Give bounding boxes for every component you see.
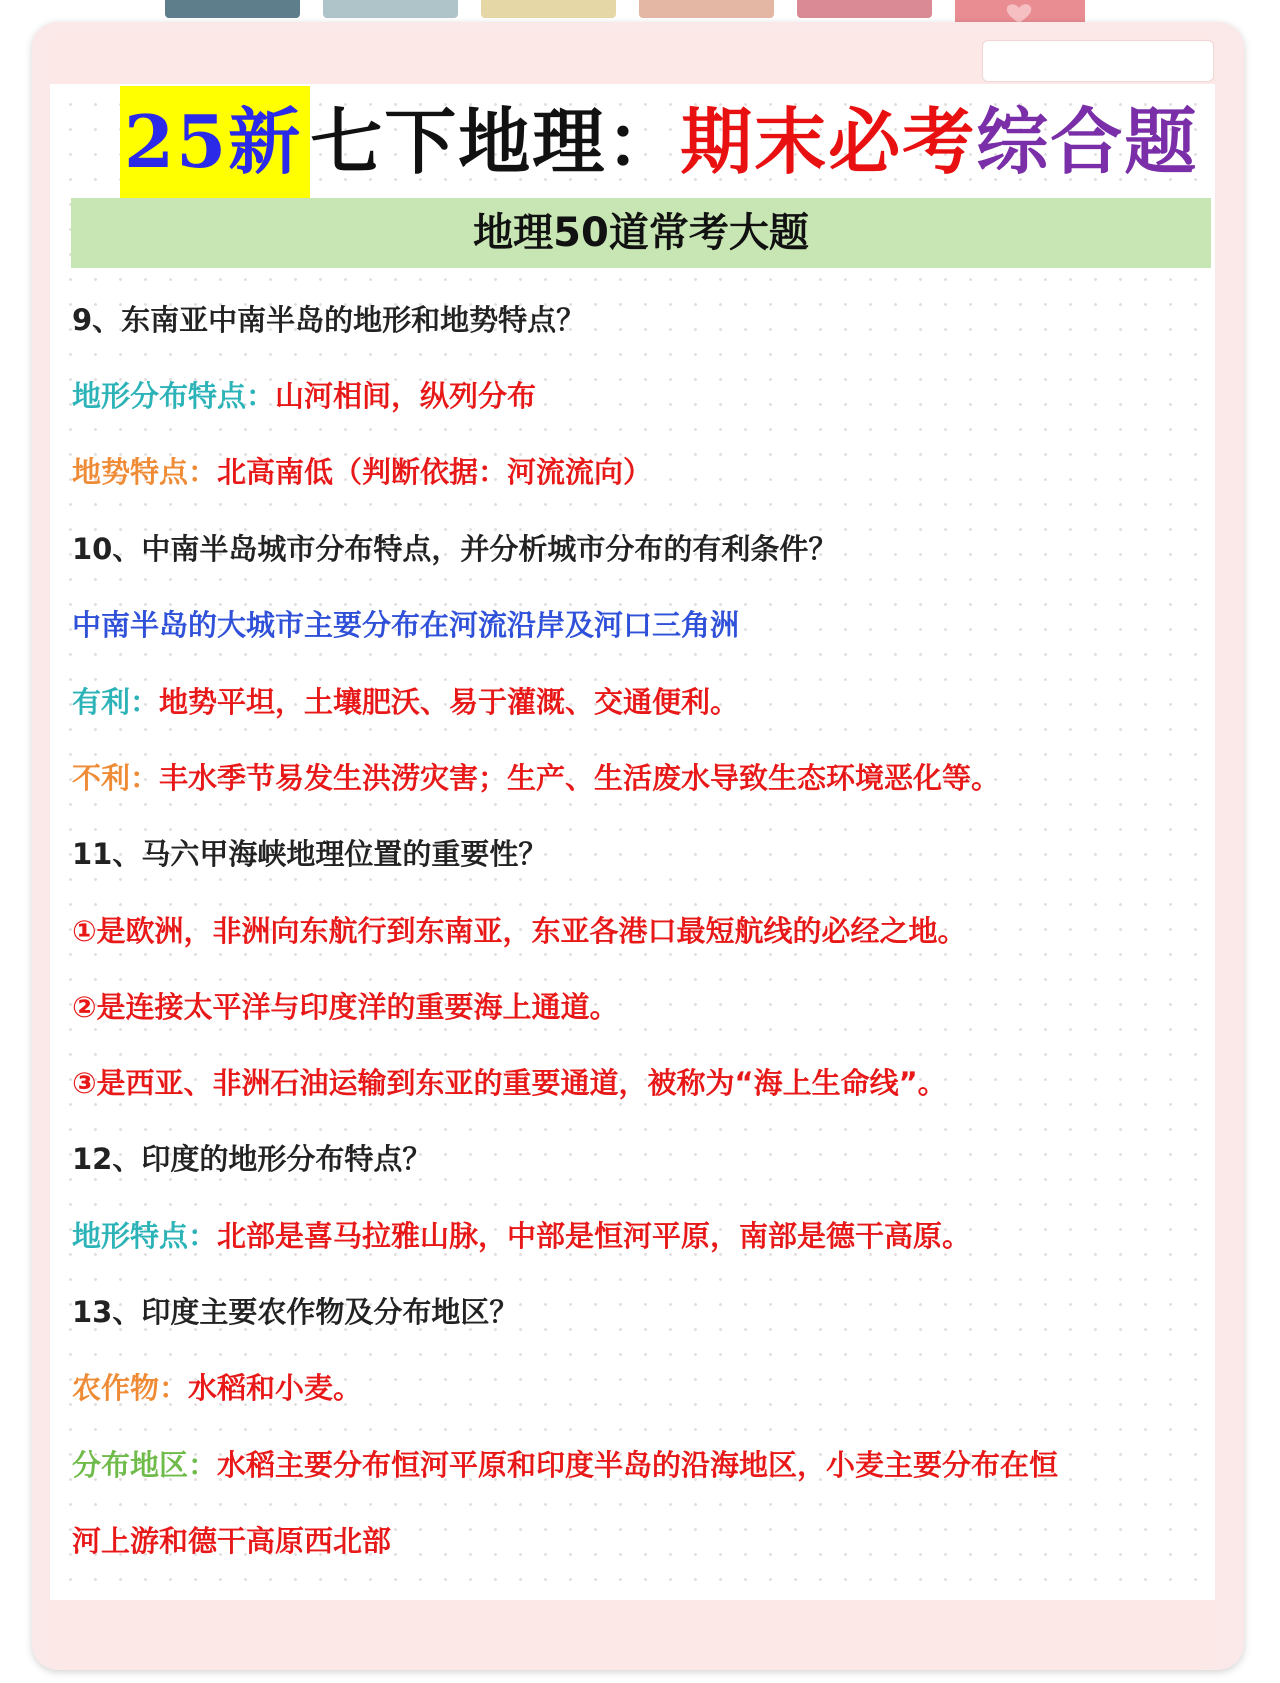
answer-label: 农作物： bbox=[72, 1371, 189, 1405]
answer-12-1 bbox=[72, 1216, 971, 1256]
answer-text: 北高南低（判断依据：河流流向） bbox=[217, 455, 653, 489]
title-type: 综合题 bbox=[976, 99, 1199, 184]
answer-10-2 bbox=[72, 682, 739, 722]
answer-text: 水稻主要分布恒河平原和印度半岛的沿海地区，小麦主要分布在恒 bbox=[217, 1448, 1059, 1482]
answer-text: 地势平坦，土壤肥沃、易于灌溉、交通便利。 bbox=[159, 685, 740, 719]
answer-10-1: 中南半岛的大城市主要分布在河流沿岸及河口三角洲 bbox=[72, 608, 740, 642]
title-subject: 七下地理： bbox=[310, 99, 681, 184]
question-9: 9、东南亚中南半岛的地形和地势特点？ bbox=[72, 303, 586, 337]
paper-top-window bbox=[982, 40, 1214, 82]
answer-text: 丰水季节易发生洪涝灾害；生产、生活废水导致生态环境恶化等。 bbox=[159, 761, 1001, 795]
answer-label: 有利： bbox=[72, 685, 160, 719]
answer-9-1 bbox=[72, 376, 536, 416]
answer-label: 地形特点： bbox=[72, 1219, 218, 1253]
paper-bottom-strip bbox=[50, 1600, 1215, 1670]
decor-tab-4 bbox=[639, 0, 774, 18]
answer-text: 水稻和小麦。 bbox=[188, 1371, 363, 1405]
answer-10-3 bbox=[72, 758, 1000, 798]
answer-label: 分布地区： bbox=[72, 1448, 218, 1482]
answer-label: 地势特点： bbox=[72, 455, 218, 489]
section-banner: 地理50道常考大题 bbox=[71, 198, 1211, 268]
page-title bbox=[120, 86, 1199, 198]
decor-tab-2 bbox=[323, 0, 458, 18]
answer-13-2-cont: 河上游和德干高原西北部 bbox=[72, 1524, 392, 1558]
decor-tab-5 bbox=[797, 0, 932, 18]
answer-text: 山河相间，纵列分布 bbox=[275, 379, 537, 413]
decor-tab-3 bbox=[481, 0, 616, 18]
decor-tab-1 bbox=[165, 0, 300, 18]
answer-9-2 bbox=[72, 452, 652, 492]
answer-13-2 bbox=[72, 1445, 1058, 1485]
answer-11-3: ③是西亚、非洲石油运输到东亚的重要通道，被称为“海上生命线”。 bbox=[72, 1066, 947, 1100]
answer-label: 地形分布特点： bbox=[72, 379, 276, 413]
answer-11-1: ①是欧洲，非洲向东航行到东南亚，东亚各港口最短航线的必经之地。 bbox=[72, 914, 967, 948]
title-exam: 期末必考 bbox=[680, 99, 977, 184]
question-13: 13、印度主要农作物及分布地区？ bbox=[72, 1295, 519, 1329]
answer-11-2: ②是连接太平洋与印度洋的重要海上通道。 bbox=[72, 990, 619, 1024]
question-11: 11、马六甲海峡地理位置的重要性？ bbox=[72, 837, 548, 871]
heart-icon bbox=[1003, 2, 1035, 24]
question-10: 10、中南半岛城市分布特点，并分析城市分布的有利条件？ bbox=[72, 532, 838, 566]
title-highlight: 25新 bbox=[120, 86, 310, 198]
answer-text: 北部是喜马拉雅山脉，中部是恒河平原，南部是德干高原。 bbox=[217, 1219, 972, 1253]
answer-13-1 bbox=[72, 1368, 362, 1408]
question-12: 12、印度的地形分布特点？ bbox=[72, 1142, 432, 1176]
answer-label: 不利： bbox=[72, 761, 160, 795]
